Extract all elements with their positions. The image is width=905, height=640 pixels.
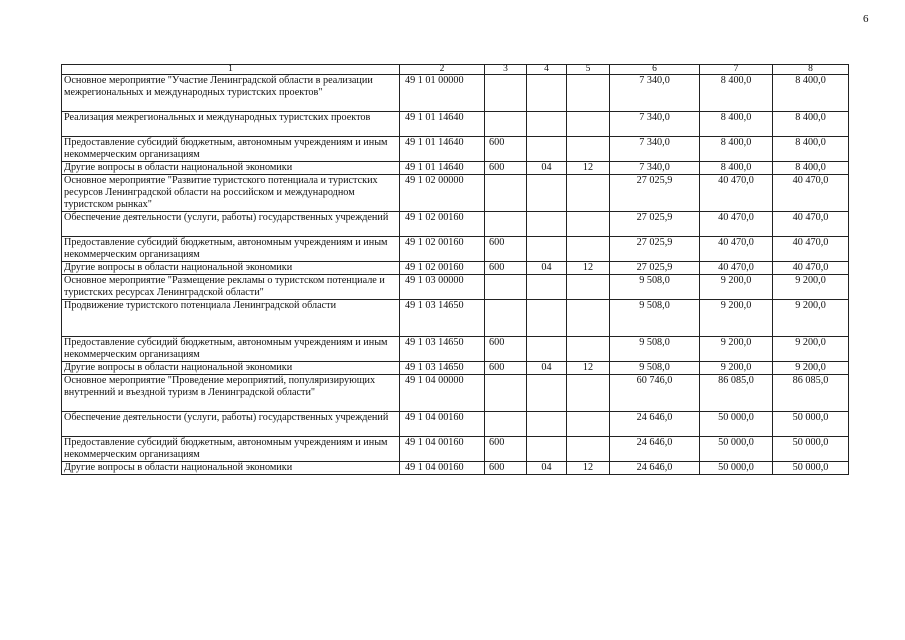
cell-v7: 8 400,0 <box>700 162 773 175</box>
cell-v7: 40 470,0 <box>700 212 773 237</box>
cell-v8: 86 085,0 <box>773 375 849 412</box>
cell-pr <box>567 237 610 262</box>
table-row <box>62 162 849 175</box>
cell-v7: 40 470,0 <box>700 262 773 275</box>
cell-rz <box>527 412 567 437</box>
cell-v6: 24 646,0 <box>610 437 700 462</box>
cell-vr <box>485 212 527 237</box>
cell-v8: 50 000,0 <box>773 462 849 475</box>
cell-v7: 50 000,0 <box>700 412 773 437</box>
cell-v8: 8 400,0 <box>773 112 849 137</box>
cell-vr: 600 <box>485 437 527 462</box>
cell-vr: 600 <box>485 162 527 175</box>
cell-name: Основное мероприятие "Участие Ленинградской области в реализации межрегиональных и международных туристских проектов" <box>62 75 400 112</box>
cell-v7: 9 200,0 <box>700 362 773 375</box>
cell-v6: 24 646,0 <box>610 462 700 475</box>
cell-v8: 9 200,0 <box>773 362 849 375</box>
cell-pr: 12 <box>567 162 610 175</box>
cell-pr <box>567 212 610 237</box>
cell-name: Предоставление субсидий бюджетным, автономным учреждениям и иным некоммерческим организациям <box>62 337 400 362</box>
cell-v7: 9 200,0 <box>700 300 773 337</box>
cell-name: Другие вопросы в области национальной экономики <box>62 262 400 275</box>
cell-code: 49 1 04 00160 <box>400 462 485 475</box>
cell-v7: 86 085,0 <box>700 375 773 412</box>
cell-code: 49 1 01 14640 <box>400 137 485 162</box>
table-row <box>62 275 849 300</box>
cell-v8: 9 200,0 <box>773 337 849 362</box>
cell-v6: 7 340,0 <box>610 112 700 137</box>
table-row <box>62 337 849 362</box>
cell-v8: 40 470,0 <box>773 262 849 275</box>
cell-name: Обеспечение деятельности (услуги, работы) государственных учреждений <box>62 412 400 437</box>
cell-v8: 8 400,0 <box>773 137 849 162</box>
cell-pr <box>567 75 610 112</box>
cell-v6: 9 508,0 <box>610 362 700 375</box>
column-header: 4 <box>527 65 567 75</box>
cell-v8: 9 200,0 <box>773 275 849 300</box>
cell-code: 49 1 03 14650 <box>400 362 485 375</box>
table-row <box>62 437 849 462</box>
cell-vr <box>485 275 527 300</box>
cell-v6: 27 025,9 <box>610 262 700 275</box>
cell-code: 49 1 04 00000 <box>400 375 485 412</box>
cell-rz <box>527 437 567 462</box>
cell-code: 49 1 04 00160 <box>400 437 485 462</box>
cell-pr: 12 <box>567 362 610 375</box>
cell-vr <box>485 375 527 412</box>
table-row <box>62 212 849 237</box>
cell-v7: 9 200,0 <box>700 275 773 300</box>
cell-vr <box>485 175 527 212</box>
cell-pr <box>567 375 610 412</box>
cell-v6: 27 025,9 <box>610 237 700 262</box>
cell-vr <box>485 412 527 437</box>
cell-v8: 50 000,0 <box>773 412 849 437</box>
cell-pr <box>567 137 610 162</box>
cell-v6: 9 508,0 <box>610 300 700 337</box>
cell-v7: 50 000,0 <box>700 462 773 475</box>
cell-name: Реализация межрегиональных и международных туристских проектов <box>62 112 400 137</box>
cell-v6: 60 746,0 <box>610 375 700 412</box>
cell-rz <box>527 212 567 237</box>
cell-v8: 8 400,0 <box>773 162 849 175</box>
cell-rz <box>527 137 567 162</box>
table-row <box>62 137 849 162</box>
cell-v8: 40 470,0 <box>773 175 849 212</box>
table-body <box>62 75 849 475</box>
cell-vr: 600 <box>485 337 527 362</box>
header-row <box>62 65 849 75</box>
cell-v8: 9 200,0 <box>773 300 849 337</box>
cell-pr <box>567 112 610 137</box>
cell-vr: 600 <box>485 362 527 375</box>
cell-code: 49 1 04 00160 <box>400 412 485 437</box>
table-row <box>62 362 849 375</box>
cell-code: 49 1 03 00000 <box>400 275 485 300</box>
cell-code: 49 1 02 00160 <box>400 237 485 262</box>
cell-vr: 600 <box>485 462 527 475</box>
cell-rz: 04 <box>527 262 567 275</box>
cell-v6: 27 025,9 <box>610 175 700 212</box>
cell-rz <box>527 275 567 300</box>
table-row <box>62 412 849 437</box>
cell-pr <box>567 300 610 337</box>
cell-v8: 40 470,0 <box>773 212 849 237</box>
cell-rz <box>527 175 567 212</box>
cell-rz: 04 <box>527 362 567 375</box>
cell-name: Предоставление субсидий бюджетным, автономным учреждениям и иным некоммерческим организациям <box>62 137 400 162</box>
cell-pr: 12 <box>567 462 610 475</box>
cell-name: Другие вопросы в области национальной экономики <box>62 362 400 375</box>
cell-v6: 9 508,0 <box>610 275 700 300</box>
cell-v7: 9 200,0 <box>700 337 773 362</box>
cell-v7: 40 470,0 <box>700 175 773 212</box>
cell-v8: 50 000,0 <box>773 437 849 462</box>
column-header: 3 <box>485 65 527 75</box>
cell-v7: 50 000,0 <box>700 437 773 462</box>
table-row <box>62 375 849 412</box>
cell-rz <box>527 237 567 262</box>
cell-pr <box>567 337 610 362</box>
cell-name: Обеспечение деятельности (услуги, работы) государственных учреждений <box>62 212 400 237</box>
cell-pr <box>567 412 610 437</box>
cell-code: 49 1 03 14650 <box>400 337 485 362</box>
table-row <box>62 262 849 275</box>
cell-name: Основное мероприятие "Размещение рекламы о туристском потенциале и туристских ресурсах Ленинградской области" <box>62 275 400 300</box>
table-row <box>62 112 849 137</box>
cell-vr: 600 <box>485 237 527 262</box>
cell-v6: 24 646,0 <box>610 412 700 437</box>
cell-code: 49 1 02 00000 <box>400 175 485 212</box>
cell-v8: 8 400,0 <box>773 75 849 112</box>
cell-v7: 8 400,0 <box>700 112 773 137</box>
column-header: 6 <box>610 65 700 75</box>
cell-rz: 04 <box>527 162 567 175</box>
cell-pr <box>567 437 610 462</box>
cell-rz <box>527 112 567 137</box>
column-header: 7 <box>700 65 773 75</box>
cell-v6: 7 340,0 <box>610 75 700 112</box>
cell-name: Основное мероприятие "Развитие туристского потенциала и туристских ресурсов Ленинградской области на российском и международном туристском рынках" <box>62 175 400 212</box>
cell-rz: 04 <box>527 462 567 475</box>
cell-name: Другие вопросы в области национальной экономики <box>62 162 400 175</box>
cell-v7: 40 470,0 <box>700 237 773 262</box>
column-header: 2 <box>400 65 485 75</box>
cell-vr <box>485 75 527 112</box>
cell-vr <box>485 300 527 337</box>
cell-code: 49 1 03 14650 <box>400 300 485 337</box>
column-header: 1 <box>62 65 400 75</box>
cell-name: Основное мероприятие "Проведение мероприятий, популяризирующих внутренний и въездной туризм в Ленинградской области" <box>62 375 400 412</box>
cell-code: 49 1 01 14640 <box>400 162 485 175</box>
cell-pr <box>567 175 610 212</box>
page-number: 6 <box>863 13 869 25</box>
cell-name: Продвижение туристского потенциала Ленинградской области <box>62 300 400 337</box>
table-row <box>62 462 849 475</box>
cell-pr <box>567 275 610 300</box>
cell-v8: 40 470,0 <box>773 237 849 262</box>
cell-v7: 8 400,0 <box>700 75 773 112</box>
cell-code: 49 1 01 00000 <box>400 75 485 112</box>
budget-table <box>61 64 849 475</box>
cell-vr: 600 <box>485 262 527 275</box>
cell-rz <box>527 300 567 337</box>
cell-v6: 7 340,0 <box>610 162 700 175</box>
table-row <box>62 75 849 112</box>
cell-name: Предоставление субсидий бюджетным, автономным учреждениям и иным некоммерческим организациям <box>62 237 400 262</box>
cell-rz <box>527 375 567 412</box>
table-row <box>62 300 849 337</box>
cell-rz <box>527 75 567 112</box>
table-row <box>62 237 849 262</box>
cell-rz <box>527 337 567 362</box>
column-header: 5 <box>567 65 610 75</box>
cell-code: 49 1 02 00160 <box>400 262 485 275</box>
cell-v6: 7 340,0 <box>610 137 700 162</box>
table-row <box>62 175 849 212</box>
cell-vr <box>485 112 527 137</box>
cell-name: Другие вопросы в области национальной экономики <box>62 462 400 475</box>
cell-code: 49 1 02 00160 <box>400 212 485 237</box>
cell-v6: 27 025,9 <box>610 212 700 237</box>
cell-v6: 9 508,0 <box>610 337 700 362</box>
column-header: 8 <box>773 65 849 75</box>
cell-name: Предоставление субсидий бюджетным, автономным учреждениям и иным некоммерческим организациям <box>62 437 400 462</box>
cell-v7: 8 400,0 <box>700 137 773 162</box>
cell-vr: 600 <box>485 137 527 162</box>
cell-code: 49 1 01 14640 <box>400 112 485 137</box>
cell-pr: 12 <box>567 262 610 275</box>
